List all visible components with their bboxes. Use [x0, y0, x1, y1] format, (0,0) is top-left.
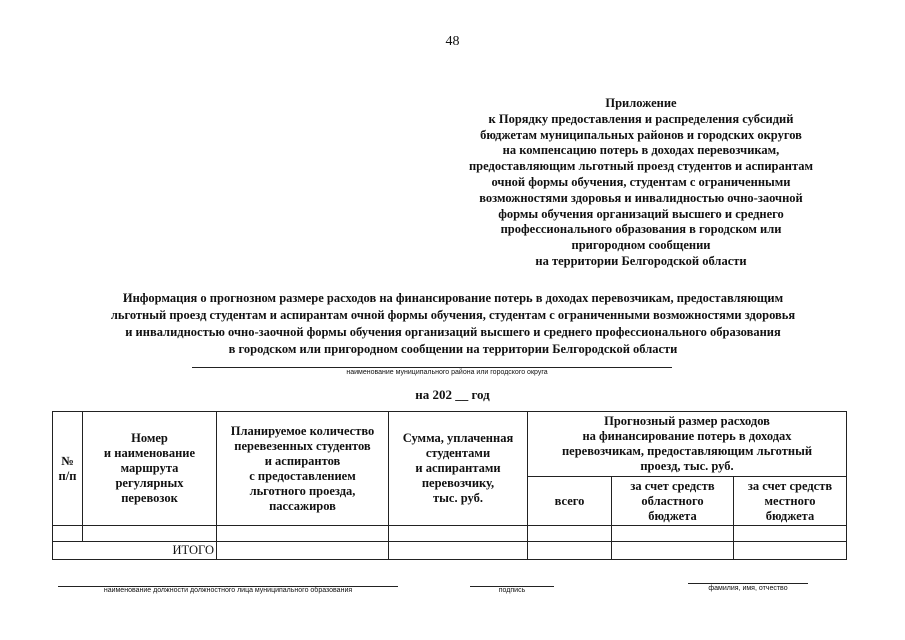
header-total: всего [528, 477, 612, 526]
year-line: на 202 __ год [415, 387, 490, 402]
header-number: № п/п [53, 412, 83, 526]
header-route: Номер и наименование маршрута регулярных перевозок [83, 412, 217, 526]
appendix-line: формы обучения организаций высшего и среднего [498, 206, 784, 221]
table-header-row [53, 412, 847, 477]
appendix-header [395, 96, 887, 270]
table-row [53, 526, 847, 542]
appendix-line: к Порядку предоставления и распределения субсидий [488, 111, 794, 126]
appendix-line: Приложение [605, 96, 677, 110]
appendix-line: очной формы обучения, студентам с ограниченными [491, 174, 791, 189]
appendix-line: предоставляющим льготный проезд студентов и аспирантам [468, 159, 814, 174]
signature-caption: подпись [498, 587, 526, 594]
header-regional-budget: за счет средств областного бюджета [612, 477, 734, 526]
appendix-line: бюджетам муниципальных районов и городских округов [480, 127, 802, 142]
appendix-line: профессионального образования в городском или [500, 222, 782, 237]
page-number: 48 [445, 34, 460, 49]
info-title-line: и инвалидностью очно-заочной формы обучения организаций высшего и среднего профессионального образования [125, 325, 781, 339]
appendix-line: возможностями здоровья и инвалидностью очно-заочной [479, 190, 803, 205]
header-forecast-expenses: Прогнозный размер расходов на финансирование потерь в доходах перевозчикам, предоставляющим льготный проезд, тыс. руб. [528, 412, 847, 477]
municipality-caption: наименование муниципального района или городского округа [346, 369, 548, 376]
info-title [40, 290, 866, 358]
info-title-line: Информация о прогнозном размере расходов на финансирование потерь в доходах перевозчикам, предоставляющим [122, 291, 784, 305]
header-planned-passengers: Планируемое количество перевезенных студентов и аспирантов с предоставлением льготного проезда, пассажиров [217, 412, 389, 526]
forecast-table [52, 411, 847, 560]
info-title-line: льготный проезд студентам и аспирантам очной формы обучения, студентам с ограниченными возможностями здоровья [110, 308, 796, 322]
header-paid-amount: Сумма, уплаченная студентами и аспирантами перевозчику, тыс. руб. [389, 412, 528, 526]
info-title-line: в городском или пригородном сообщении на территории Белгородской области [228, 342, 678, 356]
appendix-line: на территории Белгородской области [535, 253, 747, 268]
name-caption: фамилия, имя, отчество [708, 585, 788, 592]
position-caption: наименование должности должностного лица муниципального образования [103, 587, 353, 594]
table-total-row [53, 542, 847, 560]
appendix-line: пригородном сообщении [571, 238, 711, 253]
name-blank-line [688, 583, 808, 584]
appendix-line: на компенсацию потерь в доходах перевозчикам, [502, 143, 780, 158]
municipality-blank-line [192, 367, 672, 368]
total-label: ИТОГО [53, 542, 217, 560]
header-local-budget: за счет средств местного бюджета [734, 477, 847, 526]
